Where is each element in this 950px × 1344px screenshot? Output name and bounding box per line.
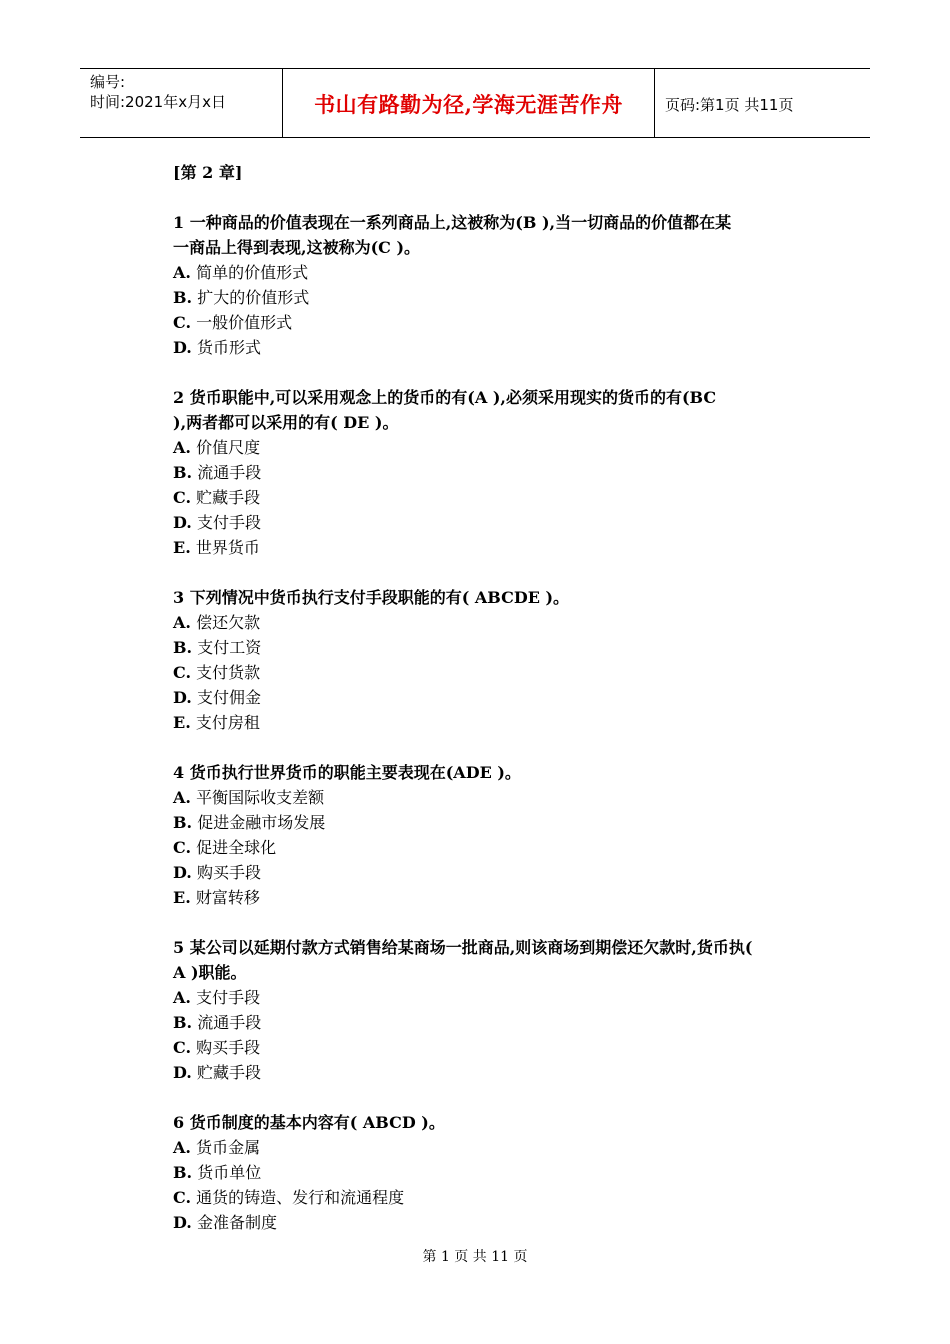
option-text: 简单的价值形式 <box>196 263 309 282</box>
option-item <box>173 835 813 860</box>
question-stem-line: A )职能。 <box>173 963 247 982</box>
document-body <box>173 160 813 1260</box>
option-item <box>173 660 813 685</box>
option-text: 金准备制度 <box>196 1213 277 1232</box>
question-block <box>173 210 813 360</box>
option-item <box>173 860 813 885</box>
question-block <box>173 760 813 910</box>
option-item <box>173 685 813 710</box>
option-text: 购买手段 <box>196 863 261 882</box>
header-meta <box>80 69 282 137</box>
option-text: 货币形式 <box>196 338 261 357</box>
option-item <box>173 635 813 660</box>
page-footer <box>0 1246 950 1266</box>
option-item <box>173 1185 813 1210</box>
option-letter: A. <box>173 1138 191 1157</box>
option-text: 货币单位 <box>197 1163 262 1182</box>
option-text: 支付房租 <box>195 713 260 732</box>
option-text: 购买手段 <box>196 1038 261 1057</box>
option-letter: A. <box>173 263 191 282</box>
option-letter: D. <box>173 1213 192 1232</box>
option-text: 扩大的价值形式 <box>197 288 310 307</box>
option-letter: B. <box>173 1013 193 1032</box>
option-item <box>173 1035 813 1060</box>
option-item <box>173 535 813 560</box>
option-letter: D. <box>173 1063 192 1082</box>
option-text: 促进全球化 <box>196 838 277 857</box>
option-item <box>173 260 813 285</box>
option-item <box>173 1210 813 1235</box>
page-header <box>80 68 870 138</box>
option-letter: D. <box>173 513 192 532</box>
serial-label: 编号: <box>90 73 126 91</box>
option-text: 世界货币 <box>195 538 260 557</box>
option-text: 支付手段 <box>196 513 261 532</box>
option-letter: B. <box>173 463 193 482</box>
option-item <box>173 1160 813 1185</box>
option-item <box>173 710 813 735</box>
option-item <box>173 610 813 635</box>
option-text: 贮藏手段 <box>196 488 261 507</box>
option-item <box>173 310 813 335</box>
option-text: 平衡国际收支差额 <box>196 788 325 807</box>
option-text: 一般价值形式 <box>196 313 293 332</box>
question-stem-line: ),两者都可以采用的有( DE )。 <box>173 413 399 432</box>
option-letter: A. <box>173 788 191 807</box>
option-text: 支付手段 <box>196 988 261 1007</box>
question-stem-line: 一商品上得到表现,这被称为(C )。 <box>173 238 421 257</box>
header-page-info: 页码:第1页 共11页 <box>665 95 794 114</box>
option-text: 贮藏手段 <box>196 1063 261 1082</box>
option-letter: D. <box>173 863 192 882</box>
option-text: 流通手段 <box>197 1013 262 1032</box>
option-item <box>173 785 813 810</box>
option-item <box>173 885 813 910</box>
footer-page-number: 第 1 页 共 11 页 <box>422 1249 528 1265</box>
option-letter: C. <box>173 488 192 507</box>
question-list <box>173 210 813 1235</box>
option-text: 支付货款 <box>196 663 261 682</box>
option-text: 财富转移 <box>195 888 260 907</box>
question-stem-line: 4 货币执行世界货币的职能主要表现在(ADE )。 <box>173 763 521 782</box>
option-text: 支付佣金 <box>196 688 261 707</box>
option-letter: E. <box>173 888 191 907</box>
option-letter: D. <box>173 688 192 707</box>
option-text: 偿还欠款 <box>196 613 261 632</box>
option-text: 通货的铸造、发行和流通程度 <box>196 1188 405 1207</box>
option-text: 流通手段 <box>197 463 262 482</box>
option-item <box>173 435 813 460</box>
option-letter: A. <box>173 613 191 632</box>
option-letter: C. <box>173 1038 192 1057</box>
header-motto: 书山有路勤为径,学海无涯苦作舟 <box>282 69 655 137</box>
option-item <box>173 460 813 485</box>
question-block <box>173 585 813 735</box>
option-letter: B. <box>173 813 193 832</box>
option-letter: C. <box>173 313 192 332</box>
option-letter: B. <box>173 288 193 307</box>
option-text: 支付工资 <box>197 638 262 657</box>
option-item <box>173 810 813 835</box>
option-item <box>173 510 813 535</box>
question-block <box>173 385 813 560</box>
option-letter: A. <box>173 988 191 1007</box>
option-letter: C. <box>173 663 192 682</box>
option-letter: E. <box>173 538 191 557</box>
question-stem-line: 5 某公司以延期付款方式销售给某商场一批商品,则该商场到期偿还欠款时,货币执( <box>173 938 753 957</box>
option-letter: A. <box>173 438 191 457</box>
question-stem-line: 3 下列情况中货币执行支付手段职能的有( ABCDE )。 <box>173 588 570 607</box>
option-item <box>173 335 813 360</box>
option-text: 货币金属 <box>196 1138 261 1157</box>
option-item <box>173 485 813 510</box>
chapter-heading: [第 2 章] <box>173 163 243 182</box>
question-block <box>173 935 813 1085</box>
option-text: 价值尺度 <box>196 438 261 457</box>
time-label: 时间:2021年x月x日 <box>90 93 226 111</box>
option-letter: C. <box>173 1188 192 1207</box>
question-stem-line: 2 货币职能中,可以采用观念上的货币的有(A ),必须采用现实的货币的有(BC <box>173 388 717 407</box>
option-item <box>173 285 813 310</box>
question-stem-line: 1 一种商品的价值表现在一系列商品上,这被称为(B ),当一切商品的价值都在某 <box>173 213 732 232</box>
option-letter: C. <box>173 838 192 857</box>
option-item <box>173 1135 813 1160</box>
option-letter: B. <box>173 638 193 657</box>
option-item <box>173 1010 813 1035</box>
option-item <box>173 1060 813 1085</box>
option-text: 促进金融市场发展 <box>197 813 326 832</box>
option-letter: E. <box>173 713 191 732</box>
option-letter: D. <box>173 338 192 357</box>
question-stem-line: 6 货币制度的基本内容有( ABCD )。 <box>173 1113 445 1132</box>
question-block <box>173 1110 813 1235</box>
option-letter: B. <box>173 1163 193 1182</box>
option-item <box>173 985 813 1010</box>
